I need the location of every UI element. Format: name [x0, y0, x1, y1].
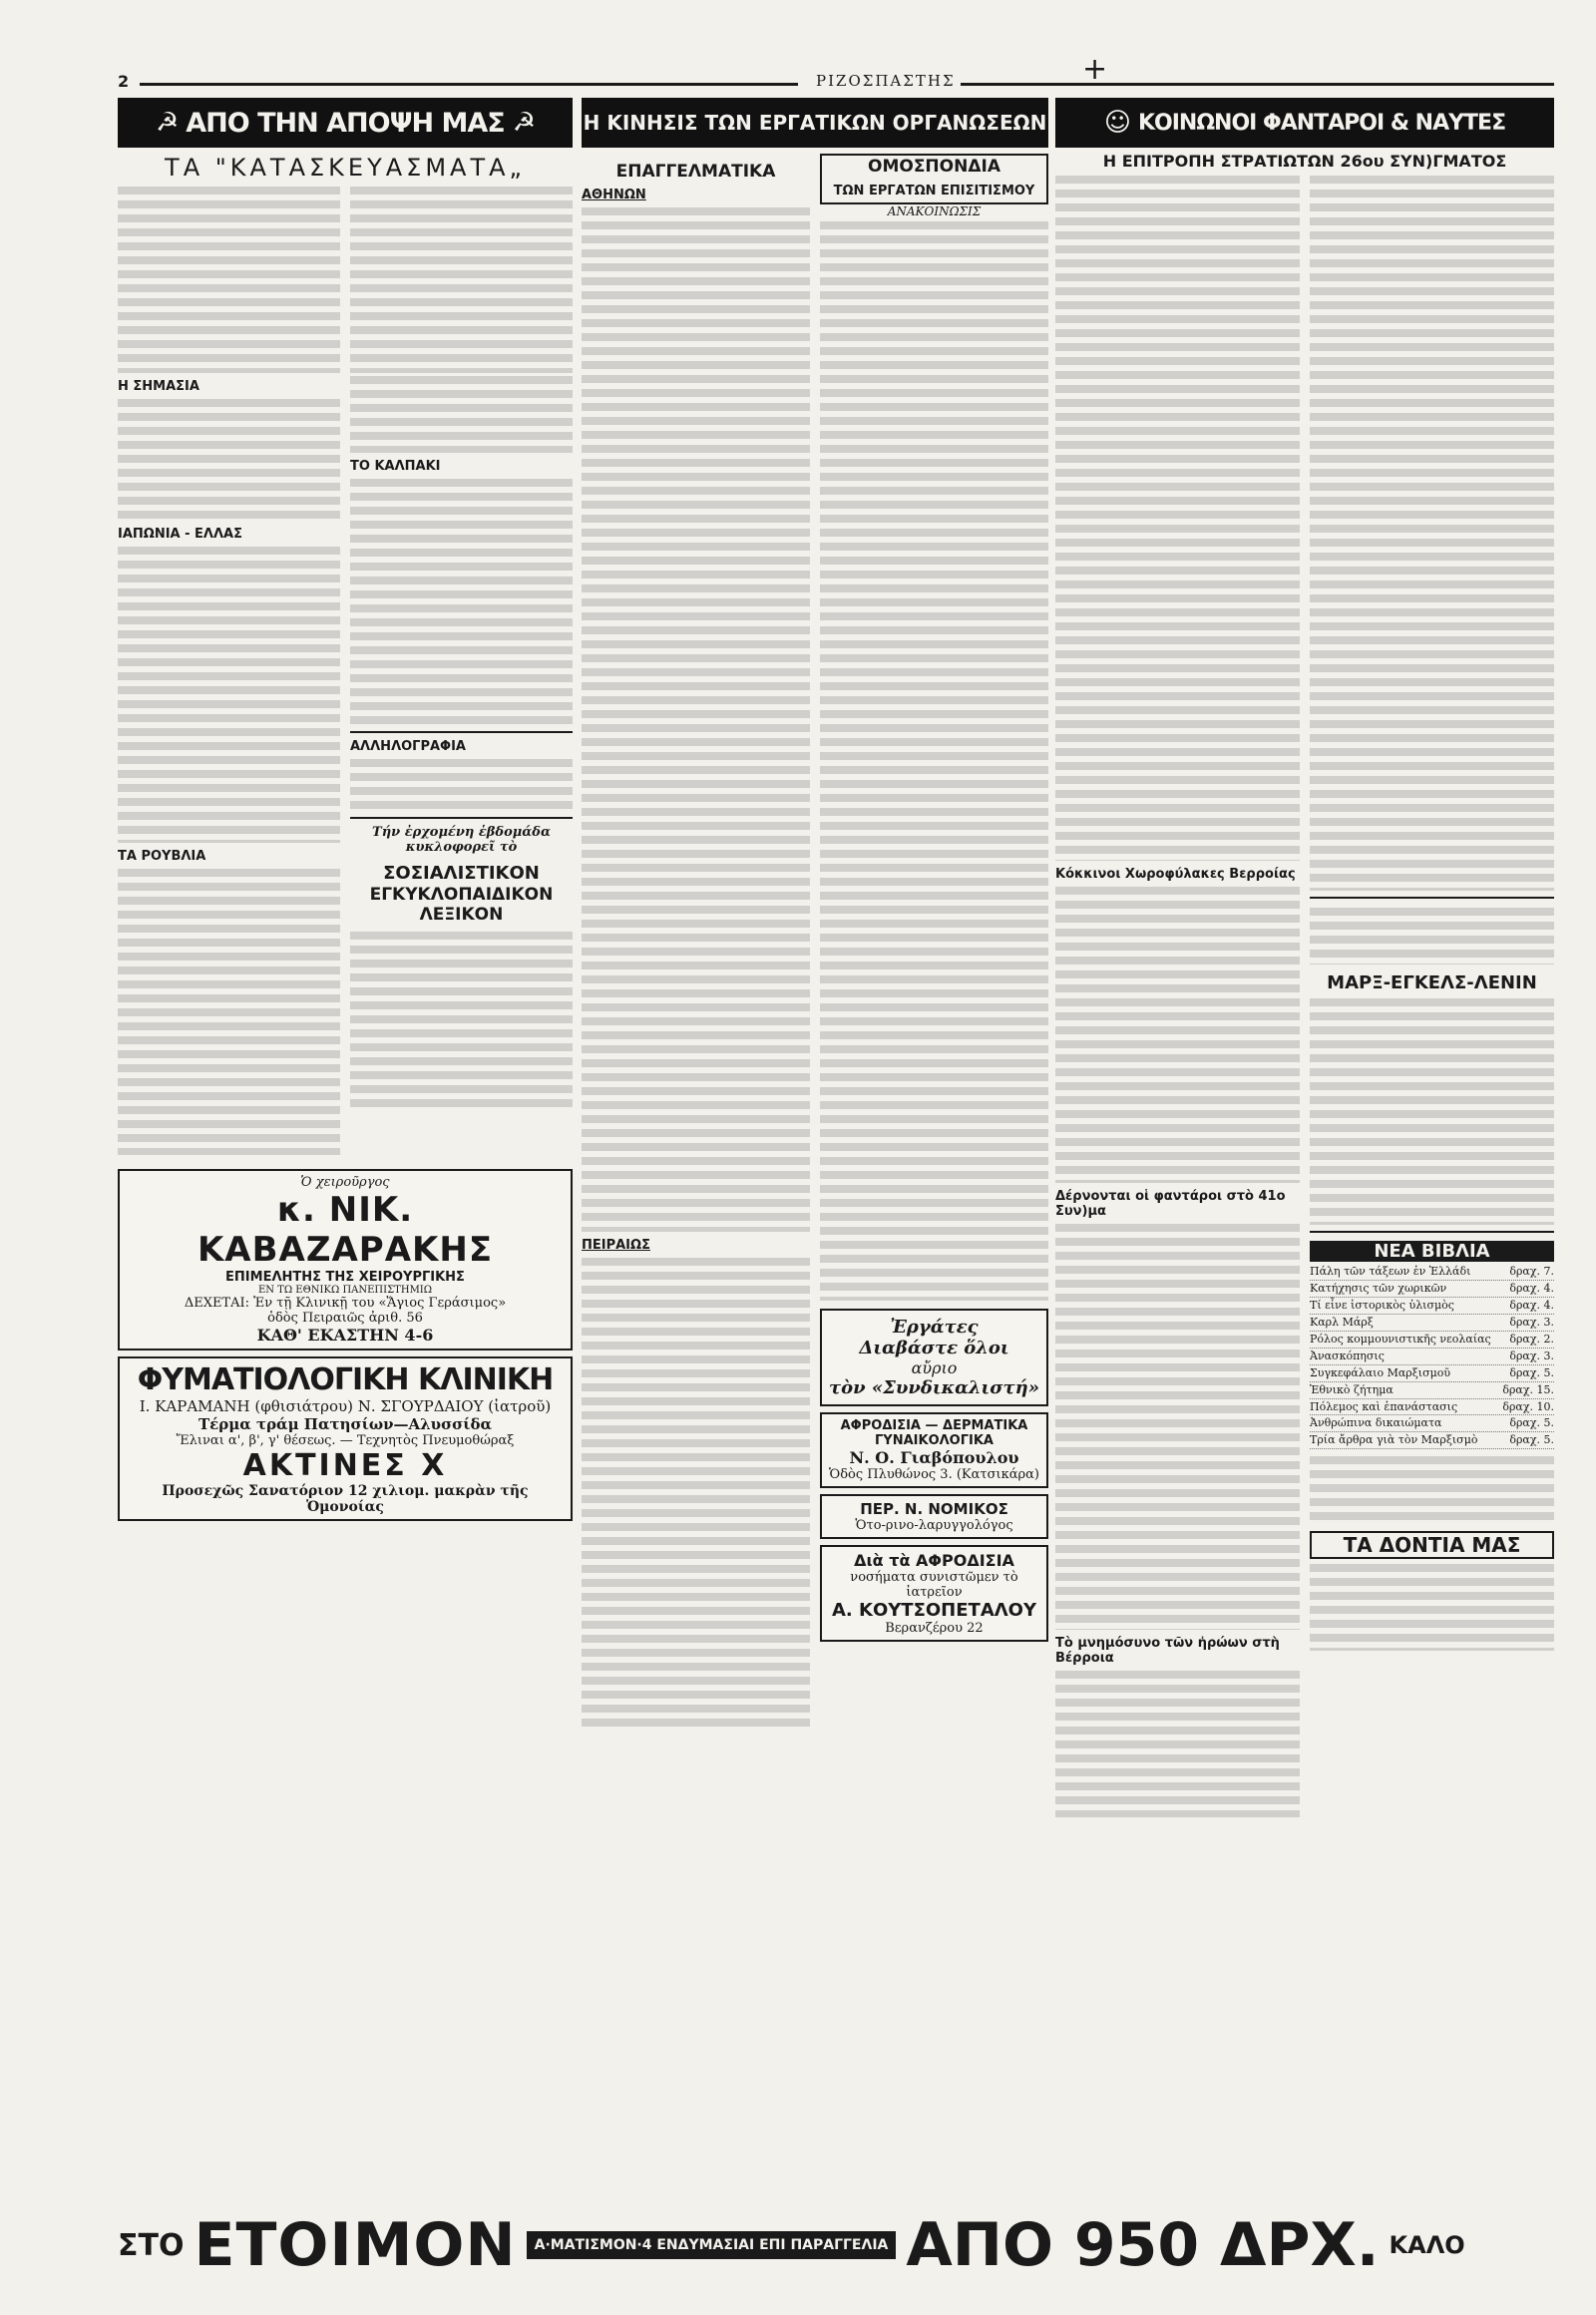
- article-text: [118, 396, 340, 521]
- soldiers-heading: Η ΕΠΙΤΡΟΠΗ ΣΤΡΑΤΙΩΤΩΝ 26ου ΣΥΝ)ΓΜΑΤΟΣ: [1102, 152, 1507, 171]
- article-text: [582, 1255, 810, 1729]
- book-item: [1310, 1332, 1554, 1349]
- article-text: [1310, 1453, 1554, 1523]
- section-heading: ΙΑΠΩΝΙΑ - ΕΛΛΑΣ: [118, 527, 242, 542]
- clinic2-doctor: Ν. Ο. Γιαβόπουλου: [849, 1447, 1019, 1467]
- notice-intro: Τήν ἐρχομένη ἑβδομάδα κυκλοφορεῖ τὸ: [372, 825, 551, 855]
- divider: [350, 817, 573, 819]
- clinic-name: ΦΥΜΑΤΙΟΛΟΓΙΚΗ ΚΛΙΝΙΚΗ: [137, 1362, 554, 1397]
- opinion-text-a: [118, 184, 340, 373]
- clothing-ad-strip: [118, 2214, 1554, 2276]
- cross-mark: +: [1082, 52, 1108, 87]
- book-title: Πάλη τῶν τάξεων ἐν Ἑλλάδι: [1310, 1265, 1471, 1278]
- surgeon-ad-kicker: Ὁ χειροῦργος: [300, 1175, 390, 1190]
- clothing-ad-lead: ΣΤΟ: [118, 2227, 185, 2263]
- clothing-ad-tail: ΚΑΛΟ: [1389, 2231, 1465, 2259]
- opinion-lower-left: [118, 373, 340, 1155]
- article-text: [118, 866, 340, 1155]
- koutso-name: Α. ΚΟΥΤΣΟΠΕΤΑΛΟΥ: [831, 1599, 1037, 1621]
- section-heading: Δέρνονται οἱ φαντάροι στὸ 41ο Συν)μα: [1055, 1189, 1286, 1219]
- paper-name: ΡΙΖΟΣΠΑΣΤΗΣ: [816, 72, 956, 90]
- nomikos-role: Ὁτο-ρινο-λαρυγγολόγος: [855, 1517, 1013, 1533]
- book-price: δραχ. 2.: [1509, 1332, 1554, 1346]
- clinic-ad-2: [820, 1412, 1048, 1488]
- book-price: δραχ. 5.: [1509, 1416, 1554, 1430]
- book-item: [1310, 1298, 1554, 1315]
- labour-banner: Η ΚΙΝΗΣΙΣ ΤΩΝ ΕΡΓΑΤΙΚΩΝ ΟΡΓΑΝΩΣΕΩΝ: [582, 98, 1048, 148]
- book-title: Ἀνθρώπινα δικαιώματα: [1310, 1416, 1442, 1430]
- article-text: [1310, 173, 1554, 891]
- book-item: [1310, 1432, 1554, 1449]
- book-title: Τρία ἄρθρα γιὰ τὸν Μαρξισμὸ: [1310, 1433, 1478, 1447]
- book-price: δραχ. 5.: [1509, 1433, 1554, 1447]
- clinic2-line: ΑΦΡΟΔΙΣΙΑ — ΔΕΡΜΑΤΙΚΑ: [840, 1417, 1028, 1433]
- nomikos-name: ΠΕΡ. Ν. ΝΟΜΙΚΟΣ: [860, 1499, 1008, 1518]
- article-text: [1055, 1221, 1300, 1630]
- clothing-ad-middle: Α·ΜΑΤΙΣΜΟΝ·4 ΕΝΔΥΜΑΣΙΑΙ ΕΠΙ ΠΑΡΑΓΓΕΛΙΑ: [527, 2231, 897, 2259]
- book-item: [1310, 1349, 1554, 1365]
- article-text: [350, 476, 573, 725]
- article-text: [350, 756, 573, 811]
- piraeus-heading: ΠΕΙΡΑΙΩΣ: [582, 1238, 650, 1253]
- section-heading: ΤΟ ΚΑΛΠΑΚΙ: [350, 459, 441, 474]
- labour-right: [820, 154, 1048, 1729]
- divider: [1310, 897, 1554, 899]
- book-item: [1310, 1415, 1554, 1432]
- book-price: δραχ. 7.: [1509, 1265, 1554, 1278]
- opinion-text-b: [350, 184, 573, 373]
- surgeon-line: ΔΕΧΕΤΑΙ: Ἐν τῇ Κλινικῇ του «Ἅγιος Γεράσιμος»: [184, 1296, 507, 1311]
- clinic-doctors: Ι. ΚΑΡΑΜΑΝΗ (φθισιάτρου) Ν. ΣΓΟΥΡΔΑΙΟΥ (ἰατροῦ): [139, 1397, 552, 1415]
- surgeon-line: ὁδὸς Πειραιῶς ἀριθ. 56: [267, 1311, 423, 1326]
- book-item: [1310, 1281, 1554, 1298]
- surgeon-role: ΕΠΙΜΕΛΗΤΗΣ ΤΗΣ ΧΕΙΡΟΥΡΓΙΚΗΣ: [225, 1270, 465, 1285]
- article-text: [1055, 884, 1300, 1183]
- section-heading: Τὸ μνημόσυνο τῶν ἠρώων στὴ Βέρροια: [1055, 1636, 1280, 1666]
- masthead: [118, 72, 1554, 92]
- book-item: [1310, 1382, 1554, 1399]
- surgeon-ad: [118, 1169, 573, 1350]
- book-price: δραχ. 3.: [1509, 1315, 1554, 1329]
- labour-columns: [582, 154, 1048, 1729]
- book-title: Ἐθνικὸ ζήτημα: [1310, 1382, 1394, 1396]
- koutsopetalou-ad: [820, 1545, 1048, 1642]
- book-title: Ρόλος κομμουνιστικῆς νεολαίας: [1310, 1332, 1491, 1346]
- book-title: Πόλεμος καὶ ἐπανάστασις: [1310, 1399, 1458, 1413]
- surgeon-name: κ. ΝΙΚ. ΚΑΒΑΖΑΡΑΚΗΣ: [197, 1190, 494, 1270]
- section-heading: Κόκκινοι Χωροφύλακες Βερροίας: [1055, 867, 1296, 882]
- opinion-banner-title: ΑΠΟ ΤΗΝ ΑΠΟΨΗ ΜΑΣ: [186, 107, 505, 139]
- workers-ad-line: τὸν «Συνδικαλιστή»: [829, 1376, 1039, 1398]
- book-item: [1310, 1315, 1554, 1332]
- notice-title-3: ΛΕΞΙΚΟΝ: [419, 904, 504, 925]
- workers-ad-line: Ἐργάτες: [890, 1316, 979, 1338]
- notice-title-2: ΕΓΚΥΚΛΟΠΑΙΔΙΚΟΝ: [369, 885, 554, 905]
- column-soldiers: [1055, 98, 1554, 1817]
- nomikos-ad: [820, 1494, 1048, 1539]
- opinion-lower-columns: [118, 373, 573, 1155]
- labour-left-sub: ΑΘΗΝΩΝ: [582, 188, 646, 202]
- article-text: [350, 373, 573, 453]
- opinion-kicker: ΤΑ "ΚΑΤΑΣΚΕΥΑΣΜΑΤΑ„: [165, 154, 526, 182]
- article-text: [1310, 995, 1554, 1225]
- book-price: δραχ. 10.: [1502, 1399, 1554, 1413]
- soldiers-banner-title: ΚΟΙΝΩΝΟΙ ΦΑΝΤΑΡΟΙ & ΝΑΥΤΕΣ: [1137, 110, 1506, 136]
- announcement-label: ΑΝΑΚΟΙΝΩΣΙΣ: [887, 203, 982, 218]
- clinic-ad: [118, 1356, 573, 1521]
- workers-ad-line: Διαβάστε ὅλοι: [859, 1337, 1009, 1358]
- clothing-ad-price: ΑΠΟ 950 ΔΡΧ.: [906, 2214, 1380, 2276]
- section-heading: Η ΣΗΜΑΣΙΑ: [118, 379, 200, 394]
- marx-engels-lenin-heading: ΜΑΡΞ-ΕΓΚΕΛΣ-ΛΕΝΙΝ: [1327, 972, 1537, 993]
- article-text: [820, 218, 1048, 1301]
- book-item: [1310, 1399, 1554, 1416]
- soldiers-columns: [1055, 173, 1554, 1817]
- opinion-text-columns: [118, 184, 573, 373]
- book-title: Συγκεφάλαιο Μαρξισμοῦ: [1310, 1365, 1451, 1379]
- book-price: δραχ. 15.: [1502, 1382, 1554, 1396]
- clinic2-address: Ὁδὸς Πλυθώνος 3. (Κατσικάρα): [829, 1466, 1039, 1482]
- clinic-address: Τέρμα τράμ Πατησίων—Αλυσσίδα: [198, 1415, 493, 1433]
- column-opinion: [118, 98, 573, 1527]
- koutso-line: νοσήματα συνιστῶμεν τὸ ἰατρεῖον: [850, 1569, 1018, 1600]
- book-title: Ἀνασκόπησις: [1310, 1349, 1385, 1362]
- article-text: [118, 544, 340, 843]
- column-labour: [582, 98, 1048, 1729]
- article-text: [350, 929, 573, 1108]
- federation-subheading: ΤΩΝ ΕΡΓΑΤΩΝ ΕΠΙΣΙΤΙΣΜΟΥ: [833, 183, 1035, 198]
- surgeon-line: ΕΝ ΤΩ ΕΘΝΙΚΩ ΠΑΝΕΠΙΣΤΗΜΙΩ: [257, 1285, 433, 1296]
- masthead-rule-right: [961, 83, 1554, 86]
- teeth-heading: ΤΑ ΔΟΝΤΙΑ ΜΑΣ: [1310, 1531, 1554, 1559]
- federation-heading: ΟΜΟΣΠΟΝΔΙΑ: [868, 157, 1000, 177]
- clinic-beds: Ἔλιναι α', β', γ' θέσεως. — Τεχνητὸς Πνευμοθώραξ: [176, 1433, 515, 1448]
- xray-heading: ΑΚΤΙΝΕΣ Χ: [242, 1448, 448, 1483]
- book-item: [1310, 1264, 1554, 1281]
- divider: [1310, 1231, 1554, 1233]
- book-list: [1310, 1264, 1554, 1449]
- masthead-rule-left: [140, 83, 798, 86]
- book-price: δραχ. 4.: [1509, 1298, 1554, 1312]
- divider: [350, 731, 573, 733]
- article-text: [1055, 173, 1300, 861]
- soldier-portrait-icon: ☺: [1103, 108, 1130, 138]
- section-heading: ΑΛΛΗΛΟΓΡΑΦΙΑ: [350, 739, 466, 754]
- opinion-banner: [118, 98, 573, 148]
- new-books-heading: ΝΕΑ ΒΙΒΛΙΑ: [1310, 1241, 1554, 1262]
- labour-left-heading: ΕΠΑΓΓΕΛΜΑΤΙΚΑ: [615, 162, 776, 182]
- section-heading: ΤΑ ΡΟΥΒΛΙΑ: [118, 849, 206, 864]
- page-number: 2: [118, 72, 130, 91]
- article-text: [582, 204, 810, 1232]
- clothing-ad-word: ΕΤΟΙΜΟΝ: [194, 2214, 517, 2276]
- opinion-lower-right: [350, 373, 573, 1155]
- notice-title-1: ΣΟΣΙΑΛΙΣΤΙΚΟΝ: [383, 863, 540, 884]
- clinic2-line: ΓΥΝΑΙΚΟΛΟΓΙΚΑ: [875, 1432, 994, 1448]
- book-price: δραχ. 5.: [1509, 1365, 1554, 1379]
- workers-ad-line: αὔριο: [911, 1357, 958, 1377]
- workers-ad: [820, 1309, 1048, 1406]
- book-title: Τί εἶνε ἱστορικὸς ὑλισμὸς: [1310, 1298, 1454, 1312]
- hammer-sickle-icon: ☭: [155, 108, 179, 138]
- book-price: δραχ. 3.: [1509, 1349, 1554, 1362]
- soldiers-banner: [1055, 98, 1554, 148]
- koutso-line: Διὰ τὰ ΑΦΡΟΔΙΣΙΑ: [854, 1550, 1014, 1570]
- surgeon-hours: ΚΑΘ' ΕΚΑΣΤΗΝ 4-6: [256, 1326, 434, 1345]
- article-text: [1055, 1668, 1300, 1817]
- hammer-sickle-icon: ☭: [512, 108, 536, 138]
- clinic-foot: Προσεχῶς Σανατόριον 12 χιλιομ. μακρὰν τῆς Ὁμονοίας: [162, 1483, 529, 1515]
- book-item: [1310, 1365, 1554, 1382]
- soldiers-left: [1055, 173, 1300, 1817]
- article-text: [1310, 1561, 1554, 1651]
- book-price: δραχ. 4.: [1509, 1281, 1554, 1295]
- federation-box: [820, 154, 1048, 204]
- labour-left: [582, 154, 810, 1729]
- book-title: Καρλ Μάρξ: [1310, 1315, 1374, 1329]
- book-title: Κατήχησις τῶν χωρικῶν: [1310, 1281, 1447, 1295]
- koutso-address: Βερανζέρου 22: [885, 1620, 984, 1636]
- soldiers-right: [1310, 173, 1554, 1817]
- article-text: [1310, 905, 1554, 965]
